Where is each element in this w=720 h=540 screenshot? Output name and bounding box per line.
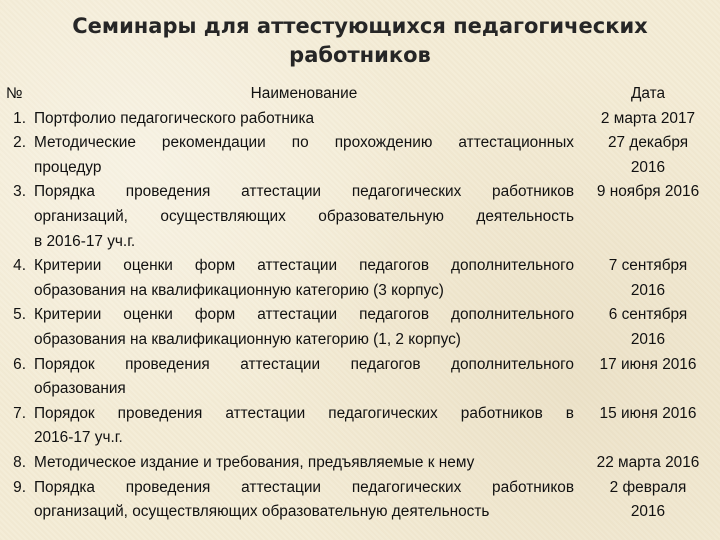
table-body [2, 107, 718, 525]
row-name-line: процедур [34, 158, 102, 176]
row-date-line: 2016 [630, 503, 666, 521]
row-name-line: образования на квалификационную категорию (1, 2 корпус) [34, 330, 461, 348]
row-name [34, 476, 578, 525]
table-row [2, 353, 718, 402]
row-date-line: 15 июня 2016 [599, 404, 697, 422]
row-number: 8. [13, 453, 26, 471]
row-date [578, 476, 718, 525]
row-date-line: 27 декабря [607, 134, 689, 152]
row-name [34, 107, 578, 132]
row-number: 4. [13, 257, 26, 275]
row-date-line: 6 сентября [608, 306, 688, 324]
row-number: 1. [13, 109, 26, 127]
row-date-line: 17 июня 2016 [599, 355, 697, 373]
title-line-2: работников [289, 43, 431, 67]
row-name-line: Критерии оценки форм аттестации педагогов дополнительного [34, 306, 574, 324]
row-name-line: в 2016-17 уч.г. [34, 232, 136, 250]
header-date: Дата [630, 85, 666, 102]
row-date [578, 353, 718, 378]
table-row [2, 402, 718, 451]
table-row [2, 476, 718, 525]
table-header [2, 82, 718, 107]
row-name-line: организаций, осуществляющих образовательную деятельность [34, 503, 490, 521]
row-date-line: 2 марта 2017 [600, 109, 696, 127]
row-date-line: 7 сентября [608, 257, 688, 275]
row-name [34, 303, 578, 352]
table-row [2, 107, 718, 132]
row-name-line: организаций, осуществляющих образовательную деятельность [34, 207, 574, 225]
row-name [34, 131, 578, 180]
header-name: Наименование [250, 85, 358, 102]
row-number: 9. [13, 478, 26, 496]
table-row [2, 180, 718, 254]
table-row [2, 451, 718, 476]
row-name [34, 254, 578, 303]
row-number: 2. [13, 134, 26, 152]
row-date-line: 9 ноября 2016 [596, 183, 700, 201]
row-date [578, 451, 718, 476]
row-name [34, 402, 578, 451]
table-row [2, 303, 718, 352]
table-row [2, 254, 718, 303]
row-date-line: 2016 [630, 158, 666, 176]
row-date [578, 180, 718, 205]
row-date [578, 254, 718, 303]
row-number: 5. [13, 306, 26, 324]
row-name-line: Порядка проведения аттестации педагогических работников [34, 183, 574, 201]
row-date-line: 2016 [630, 330, 666, 348]
row-number: 7. [13, 404, 26, 422]
row-name-line: Порядка проведения аттестации педагогических работников [34, 478, 574, 496]
row-name-line: Портфолио педагогического работника [34, 109, 315, 127]
seminar-table [2, 82, 718, 525]
row-name-line: Методические рекомендации по прохождению аттестационных [34, 134, 574, 152]
row-name-line: 2016-17 уч.г. [34, 429, 123, 447]
row-name-line: Порядок проведения аттестации педагогических работников в [34, 404, 574, 422]
title-line-1: Семинары для аттестующихся педагогических [72, 14, 648, 38]
row-number: 6. [13, 355, 26, 373]
row-name [34, 180, 578, 254]
row-date [578, 303, 718, 352]
row-name-line: Порядок проведения аттестации педагогов дополнительного [34, 355, 574, 373]
row-date [578, 402, 718, 427]
row-name [34, 451, 578, 476]
page-title [0, 12, 720, 70]
row-name-line: образования [34, 380, 126, 398]
row-name-line: образования на квалификационную категорию (3 корпус) [34, 281, 444, 299]
row-date-line: 2016 [630, 281, 666, 299]
table-row [2, 131, 718, 180]
header-num: № [6, 85, 23, 102]
row-date-line: 2 февраля [609, 478, 687, 496]
row-date [578, 131, 718, 180]
row-date-line: 22 марта 2016 [596, 453, 700, 471]
row-name-line: Методическое издание и требования, предъявляемые к нему [34, 453, 475, 471]
row-name-line: Критерии оценки форм аттестации педагогов дополнительного [34, 257, 574, 275]
row-number: 3. [13, 183, 26, 201]
row-name [34, 353, 578, 402]
row-date [578, 107, 718, 132]
